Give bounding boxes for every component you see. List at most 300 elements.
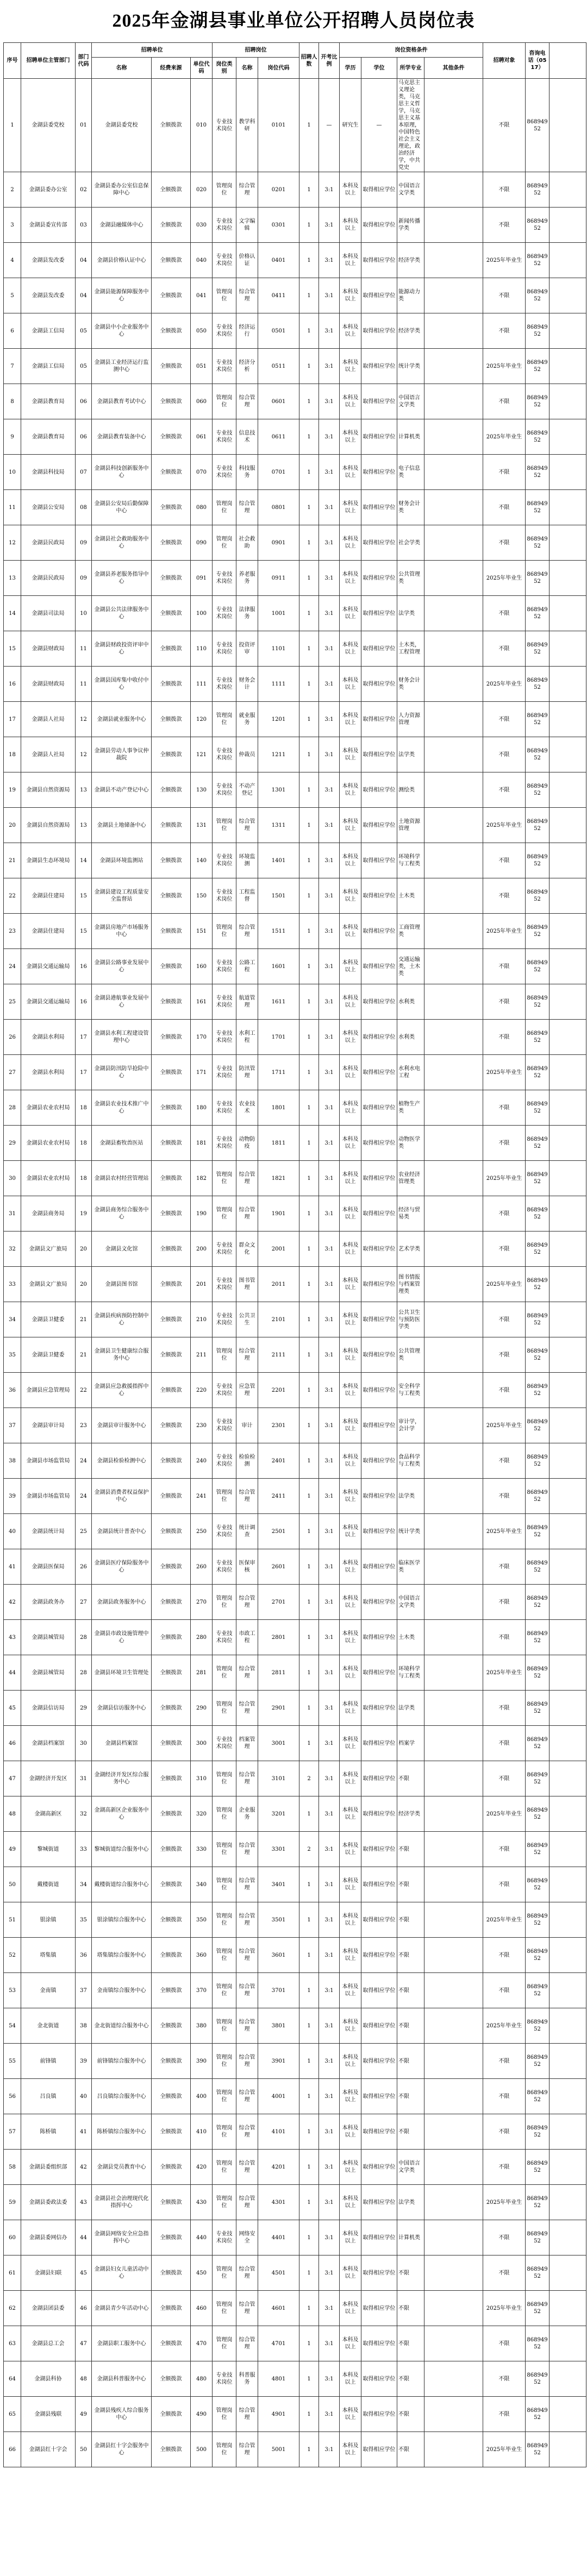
cell-unit-name: 金湖县防汛防旱抢险中心 [92, 1055, 152, 1090]
cell-unit-code: 270 [191, 1585, 213, 1620]
cell-unit-code: 120 [191, 702, 213, 737]
cell-post-category: 专业技术岗位 [213, 1443, 236, 1479]
cell-post-category: 专业技术岗位 [213, 772, 236, 808]
cell-blank [549, 1549, 586, 1585]
cell-post-name: 综合管理 [236, 2326, 258, 2361]
cell-post-name: 公共卫生 [236, 1302, 258, 1337]
cell-seq: 37 [4, 1408, 21, 1443]
cell-unit-name: 金湖县消费者权益保护中心 [92, 1479, 152, 1514]
cell-post-name: 综合管理 [236, 1655, 258, 1691]
cell-ratio: 3:1 [319, 808, 340, 843]
cell-post-category: 管理岗位 [213, 2432, 236, 2467]
cell-seq: 55 [4, 2044, 21, 2079]
cell-ratio: 3:1 [319, 1761, 340, 1796]
cell-funding: 全额拨款 [152, 2185, 191, 2220]
table-row [4, 2326, 586, 2361]
cell-education: 本科及以上 [340, 2044, 361, 2079]
cell-post-name: 就业服务 [236, 702, 258, 737]
cell-dept-code: 13 [76, 772, 92, 808]
cell-dept: 金湖县生态环境局 [21, 843, 76, 878]
cell-ratio: 3:1 [319, 313, 340, 349]
cell-unit-name: 金湖县检验检测中心 [92, 1443, 152, 1479]
cell-dept-code: 03 [76, 208, 92, 243]
cell-major: 图书情报与档案管理类 [397, 1267, 424, 1302]
cell-dept: 金湖县城管局 [21, 1655, 76, 1691]
cell-unit-code: 030 [191, 208, 213, 243]
cell-phone: 86894952 [526, 984, 549, 1020]
table-row [4, 2291, 586, 2326]
cell-count: 1 [299, 1020, 319, 1055]
table-row [4, 914, 586, 949]
cell-dept-code: 31 [76, 1761, 92, 1796]
cell-blank [549, 667, 586, 702]
cell-degree: 取得相应学位 [361, 561, 397, 596]
cell-phone: 86894952 [526, 2255, 549, 2291]
cell-post-code: 4401 [258, 2220, 299, 2255]
cell-education: 本科及以上 [340, 1973, 361, 2008]
cell-other [424, 525, 483, 561]
cell-target: 不限 [483, 1691, 526, 1726]
cell-blank [549, 1867, 586, 1902]
cell-degree: 取得相应学位 [361, 2114, 397, 2150]
cell-major: 土木类 [397, 1620, 424, 1655]
cell-ratio: 3:1 [319, 1126, 340, 1161]
cell-count: 1 [299, 79, 319, 172]
cell-seq: 52 [4, 1938, 21, 1973]
header-post-category: 岗位类别 [213, 58, 236, 79]
table-row [4, 561, 586, 596]
cell-count: 1 [299, 1090, 319, 1126]
cell-post-category: 专业技术岗位 [213, 1267, 236, 1302]
table-body [4, 79, 586, 2467]
cell-other [424, 79, 483, 172]
cell-unit-code: 110 [191, 631, 213, 667]
cell-funding: 全额拨款 [152, 2114, 191, 2150]
cell-education: 本科及以上 [340, 1408, 361, 1443]
cell-dept-code: 27 [76, 1585, 92, 1620]
cell-education: 本科及以上 [340, 2291, 361, 2326]
cell-unit-code: 280 [191, 1620, 213, 1655]
cell-dept-code: 21 [76, 1302, 92, 1337]
table-row [4, 313, 586, 349]
cell-seq: 8 [4, 384, 21, 419]
cell-post-name: 财务会计 [236, 667, 258, 702]
cell-post-code: 3301 [258, 1832, 299, 1867]
table-row [4, 278, 586, 313]
cell-phone: 86894952 [526, 772, 549, 808]
cell-post-category: 专业技术岗位 [213, 631, 236, 667]
cell-post-code: 2001 [258, 1232, 299, 1267]
cell-degree: 取得相应学位 [361, 1761, 397, 1796]
header-unit-code: 单位代码 [191, 58, 213, 79]
cell-major: 经济学类 [397, 243, 424, 278]
cell-post-name: 信息技术 [236, 419, 258, 455]
cell-dept: 金湖县政务办 [21, 1585, 76, 1620]
cell-count: 1 [299, 384, 319, 419]
cell-post-code: 1901 [258, 1196, 299, 1232]
table-row [4, 1232, 586, 1267]
cell-funding: 全额拨款 [152, 1408, 191, 1443]
cell-post-category: 管理岗位 [213, 2044, 236, 2079]
cell-unit-code: 211 [191, 1337, 213, 1373]
table-row [4, 525, 586, 561]
cell-dept: 金湖经济开发区 [21, 1761, 76, 1796]
table-row [4, 2079, 586, 2114]
cell-phone: 86894952 [526, 596, 549, 631]
cell-blank [549, 914, 586, 949]
cell-blank [549, 1302, 586, 1337]
cell-other [424, 2220, 483, 2255]
cell-blank [549, 2255, 586, 2291]
cell-degree: 取得相应学位 [361, 243, 397, 278]
cell-post-code: 3001 [258, 1726, 299, 1761]
cell-dept: 银涂镇 [21, 1902, 76, 1938]
cell-other [424, 1443, 483, 1479]
table-row [4, 2397, 586, 2432]
cell-funding: 全额拨款 [152, 2044, 191, 2079]
cell-dept-code: 37 [76, 1973, 92, 2008]
cell-blank [549, 1408, 586, 1443]
cell-funding: 全额拨款 [152, 313, 191, 349]
cell-post-category: 专业技术岗位 [213, 1408, 236, 1443]
cell-other [424, 2361, 483, 2397]
cell-ratio: 3:1 [319, 1196, 340, 1232]
cell-major: 工商管理类 [397, 914, 424, 949]
cell-ratio: 3:1 [319, 2326, 340, 2361]
cell-ratio: 3:1 [319, 949, 340, 984]
cell-unit-code: 420 [191, 2150, 213, 2185]
cell-education: 本科及以上 [340, 1302, 361, 1337]
cell-dept: 金湖县团县委 [21, 2291, 76, 2326]
cell-dept-code: 45 [76, 2255, 92, 2291]
cell-target: 不限 [483, 1373, 526, 1408]
cell-other [424, 1726, 483, 1761]
cell-seq: 30 [4, 1161, 21, 1196]
cell-post-code: 1821 [258, 1161, 299, 1196]
cell-target: 不限 [483, 2361, 526, 2397]
cell-post-category: 管理岗位 [213, 1161, 236, 1196]
table-row [4, 702, 586, 737]
cell-post-code: 2801 [258, 1620, 299, 1655]
cell-funding: 全额拨款 [152, 1373, 191, 1408]
cell-unit-name: 金湖县社会救助服务中心 [92, 525, 152, 561]
cell-funding: 全额拨款 [152, 1585, 191, 1620]
table-row [4, 1020, 586, 1055]
cell-unit-name: 金湖县就业服务中心 [92, 702, 152, 737]
cell-ratio: 3:1 [319, 914, 340, 949]
cell-funding: 全额拨款 [152, 490, 191, 525]
cell-dept: 金湖县委宣传部 [21, 208, 76, 243]
cell-unit-name: 金湖县政务服务中心 [92, 1585, 152, 1620]
cell-post-code: 0511 [258, 349, 299, 384]
cell-count: 1 [299, 1126, 319, 1161]
cell-dept-code: 13 [76, 808, 92, 843]
cell-unit-code: 170 [191, 1020, 213, 1055]
cell-dept-code: 28 [76, 1620, 92, 1655]
cell-count: 1 [299, 1337, 319, 1373]
cell-post-category: 管理岗位 [213, 2008, 236, 2044]
cell-unit-name: 金湖县中小企业服务中心 [92, 313, 152, 349]
cell-count: 1 [299, 1232, 319, 1267]
cell-education: 本科及以上 [340, 878, 361, 914]
cell-post-category: 管理岗位 [213, 278, 236, 313]
cell-unit-name: 陈桥镇综合服务中心 [92, 2114, 152, 2150]
cell-phone: 86894952 [526, 525, 549, 561]
cell-major: 安全科学与工程类 [397, 1373, 424, 1408]
cell-degree: 取得相应学位 [361, 631, 397, 667]
cell-post-code: 2201 [258, 1373, 299, 1408]
cell-count: 1 [299, 2397, 319, 2432]
cell-degree: 取得相应学位 [361, 702, 397, 737]
cell-unit-code: 060 [191, 384, 213, 419]
cell-post-code: 1801 [258, 1090, 299, 1126]
cell-count: 1 [299, 1902, 319, 1938]
cell-dept-code: 05 [76, 313, 92, 349]
cell-blank [549, 1126, 586, 1161]
cell-major: 植物生产类 [397, 1090, 424, 1126]
cell-funding: 全额拨款 [152, 1055, 191, 1090]
cell-funding: 全额拨款 [152, 1479, 191, 1514]
cell-count: 1 [299, 2008, 319, 2044]
table-row [4, 878, 586, 914]
cell-post-name: 综合管理 [236, 1973, 258, 2008]
cell-target: 不限 [483, 2326, 526, 2361]
cell-blank [549, 772, 586, 808]
cell-unit-name: 金湖县养老服务指导中心 [92, 561, 152, 596]
cell-unit-code: 460 [191, 2291, 213, 2326]
cell-dept-code: 10 [76, 596, 92, 631]
cell-unit-code: 400 [191, 2079, 213, 2114]
header-group-cond: 岗位资格条件 [340, 43, 483, 58]
cell-dept: 金湖县应急管理局 [21, 1373, 76, 1408]
cell-other [424, 1232, 483, 1267]
cell-other [424, 2432, 483, 2467]
table-row [4, 1302, 586, 1337]
cell-post-code: 2111 [258, 1337, 299, 1373]
cell-post-name: 科普服务 [236, 2361, 258, 2397]
cell-post-name: 科技服务 [236, 455, 258, 490]
cell-degree: 取得相应学位 [361, 667, 397, 702]
cell-target: 不限 [483, 2079, 526, 2114]
cell-post-category: 专业技术岗位 [213, 878, 236, 914]
cell-blank [549, 1196, 586, 1232]
cell-education: 本科及以上 [340, 525, 361, 561]
cell-seq: 57 [4, 2114, 21, 2150]
cell-post-category: 管理岗位 [213, 1479, 236, 1514]
cell-funding: 全额拨款 [152, 2397, 191, 2432]
cell-unit-name: 金湖县工业经济运行监测中心 [92, 349, 152, 384]
cell-major: 中国语言文学类 [397, 1585, 424, 1620]
cell-post-name: 综合管理 [236, 172, 258, 208]
cell-phone: 86894952 [526, 1302, 549, 1337]
cell-unit-name: 金湖县审计服务中心 [92, 1408, 152, 1443]
cell-unit-code: 061 [191, 419, 213, 455]
cell-dept: 金湖高新区 [21, 1796, 76, 1832]
cell-education: 本科及以上 [340, 2150, 361, 2185]
cell-dept: 金湖县统计局 [21, 1514, 76, 1549]
cell-education: 本科及以上 [340, 1549, 361, 1585]
table-row [4, 1161, 586, 1196]
cell-count: 2 [299, 1832, 319, 1867]
cell-blank [549, 949, 586, 984]
cell-education: 本科及以上 [340, 243, 361, 278]
cell-count: 1 [299, 878, 319, 914]
cell-unit-name: 金湖县商务综合服务中心 [92, 1196, 152, 1232]
cell-phone: 86894952 [526, 914, 549, 949]
cell-blank [549, 278, 586, 313]
cell-target: 不限 [483, 1479, 526, 1514]
cell-count: 1 [299, 1161, 319, 1196]
cell-post-category: 管理岗位 [213, 525, 236, 561]
cell-dept: 金湖县农业农村局 [21, 1161, 76, 1196]
cell-seq: 3 [4, 208, 21, 243]
cell-unit-code: 051 [191, 349, 213, 384]
cell-education: 本科及以上 [340, 1691, 361, 1726]
cell-other [424, 1479, 483, 1514]
cell-target: 不限 [483, 1337, 526, 1373]
cell-blank [549, 172, 586, 208]
cell-other [424, 1055, 483, 1090]
cell-major: 公共卫生与预防医学类 [397, 1302, 424, 1337]
cell-phone: 86894952 [526, 1585, 549, 1620]
cell-dept: 戴楼街道 [21, 1867, 76, 1902]
cell-seq: 10 [4, 455, 21, 490]
cell-post-category: 管理岗位 [213, 1938, 236, 1973]
cell-degree: 取得相应学位 [361, 349, 397, 384]
table-row [4, 1479, 586, 1514]
cell-major: 能源动力类 [397, 278, 424, 313]
cell-education: 本科及以上 [340, 1655, 361, 1691]
cell-unit-name: 金湖县文化馆 [92, 1232, 152, 1267]
cell-count: 1 [299, 1691, 319, 1726]
cell-funding: 全额拨款 [152, 79, 191, 172]
cell-education: 本科及以上 [340, 2255, 361, 2291]
cell-unit-name: 金湖县教育装备中心 [92, 419, 152, 455]
cell-count: 1 [299, 525, 319, 561]
cell-degree: 取得相应学位 [361, 2044, 397, 2079]
cell-post-category: 管理岗位 [213, 1585, 236, 1620]
cell-funding: 全额拨款 [152, 737, 191, 772]
cell-funding: 全额拨款 [152, 525, 191, 561]
cell-unit-code: 131 [191, 808, 213, 843]
cell-major: 公共管理类 [397, 1337, 424, 1373]
cell-major: 土地资源管理 [397, 808, 424, 843]
cell-post-category: 专业技术岗位 [213, 1232, 236, 1267]
cell-target: 不限 [483, 172, 526, 208]
cell-unit-name: 金湖县委党校 [92, 79, 152, 172]
cell-funding: 全额拨款 [152, 2150, 191, 2185]
cell-phone: 86894952 [526, 1620, 549, 1655]
cell-phone: 86894952 [526, 2079, 549, 2114]
cell-count: 1 [299, 490, 319, 525]
cell-dept: 金湖县发改委 [21, 278, 76, 313]
cell-major: 不限 [397, 2397, 424, 2432]
cell-unit-code: 130 [191, 772, 213, 808]
cell-post-name: 综合管理 [236, 1479, 258, 1514]
table-row [4, 419, 586, 455]
cell-post-category: 管理岗位 [213, 1832, 236, 1867]
cell-count: 1 [299, 984, 319, 1020]
cell-ratio: 3:1 [319, 984, 340, 1020]
cell-target: 2025年毕业生 [483, 2185, 526, 2220]
cell-funding: 全额拨款 [152, 1691, 191, 1726]
cell-education: 本科及以上 [340, 490, 361, 525]
cell-funding: 全额拨款 [152, 208, 191, 243]
cell-ratio: 3:1 [319, 1902, 340, 1938]
cell-major: 不限 [397, 2361, 424, 2397]
cell-post-category: 管理岗位 [213, 1867, 236, 1902]
cell-dept-code: 18 [76, 1126, 92, 1161]
cell-seq: 53 [4, 1973, 21, 2008]
cell-count: 1 [299, 2220, 319, 2255]
cell-post-name: 工程监督 [236, 878, 258, 914]
cell-post-name: 综合管理 [236, 1585, 258, 1620]
cell-post-code: 0801 [258, 490, 299, 525]
cell-ratio: 3:1 [319, 419, 340, 455]
cell-dept-code: 47 [76, 2326, 92, 2361]
cell-phone: 86894952 [526, 419, 549, 455]
cell-post-name: 公路工程 [236, 949, 258, 984]
cell-unit-name: 前锋镇综合服务中心 [92, 2044, 152, 2079]
cell-post-code: 2601 [258, 1549, 299, 1585]
cell-post-code: 4301 [258, 2185, 299, 2220]
cell-post-category: 专业技术岗位 [213, 1055, 236, 1090]
cell-unit-name: 金湖县残疾人综合服务中心 [92, 2397, 152, 2432]
cell-other [424, 702, 483, 737]
cell-unit-code: 070 [191, 455, 213, 490]
table-row [4, 2114, 586, 2150]
cell-post-code: 2301 [258, 1408, 299, 1443]
cell-phone: 86894952 [526, 1161, 549, 1196]
cell-dept: 金北街道 [21, 2008, 76, 2044]
cell-unit-name: 金湖经济开发区综合服务中心 [92, 1761, 152, 1796]
cell-education: 本科及以上 [340, 1337, 361, 1373]
cell-major: 环境科学与工程类 [397, 1655, 424, 1691]
cell-post-code: 3401 [258, 1867, 299, 1902]
cell-unit-code: 310 [191, 1761, 213, 1796]
cell-funding: 全额拨款 [152, 1620, 191, 1655]
cell-unit-name: 金湖县农村经营管理站 [92, 1161, 152, 1196]
cell-dept: 金湖县市场监管局 [21, 1479, 76, 1514]
cell-post-code: 3101 [258, 1761, 299, 1796]
cell-seq: 50 [4, 1867, 21, 1902]
cell-ratio: 3:1 [319, 1867, 340, 1902]
cell-seq: 11 [4, 490, 21, 525]
cell-ratio: 3:1 [319, 349, 340, 384]
cell-post-code: 4001 [258, 2079, 299, 2114]
cell-major: 不限 [397, 1973, 424, 2008]
cell-funding: 全额拨款 [152, 984, 191, 1020]
cell-degree: 取得相应学位 [361, 1726, 397, 1761]
cell-seq: 5 [4, 278, 21, 313]
cell-target: 2025年毕业生 [483, 1408, 526, 1443]
cell-dept: 金湖县民政局 [21, 525, 76, 561]
cell-post-name: 动物防疫 [236, 1126, 258, 1161]
cell-dept: 吕良镇 [21, 2079, 76, 2114]
cell-unit-name: 金湖县财政投资评审中心 [92, 631, 152, 667]
cell-ratio: 3:1 [319, 243, 340, 278]
cell-blank [549, 2326, 586, 2361]
cell-target: 不限 [483, 1302, 526, 1337]
cell-dept-code: 42 [76, 2150, 92, 2185]
cell-phone: 86894952 [526, 1337, 549, 1373]
cell-degree: 取得相应学位 [361, 1090, 397, 1126]
cell-unit-name: 金湖县教育考试中心 [92, 384, 152, 419]
cell-seq: 4 [4, 243, 21, 278]
cell-education: 本科及以上 [340, 843, 361, 878]
cell-other [424, 1691, 483, 1726]
table-row [4, 1902, 586, 1938]
